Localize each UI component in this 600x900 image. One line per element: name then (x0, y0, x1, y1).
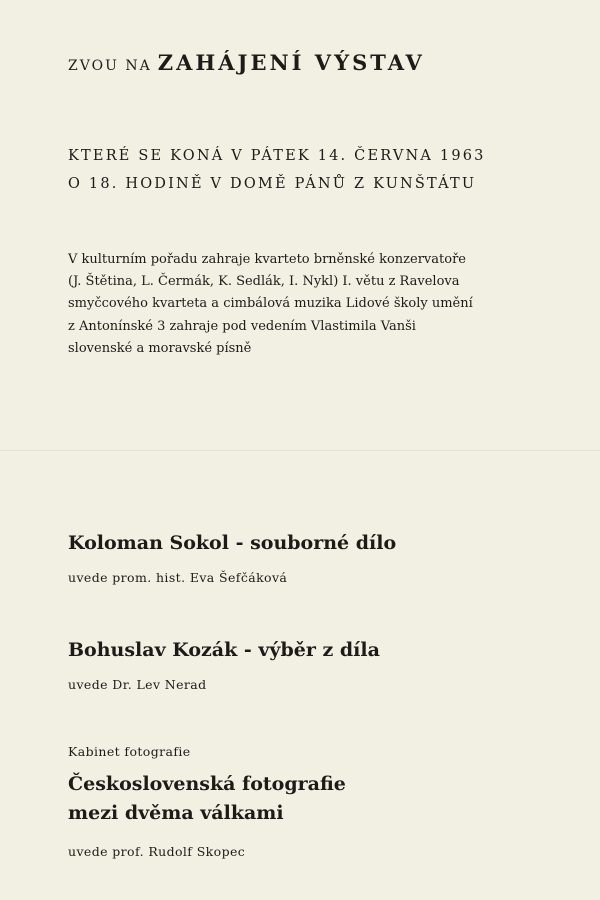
exhibition-title: Československá fotografie (68, 773, 346, 795)
exhibition-presenter: uvede prom. hist. Eva Šefčáková (68, 570, 288, 585)
program-line: z Antonínské 3 zahraje pod vedením Vlastimila Vanši (68, 318, 416, 334)
exhibition-presenter: uvede Dr. Lev Nerad (68, 677, 207, 692)
event-date-line: KTERÉ SE KONÁ V PÁTEK 14. ČERVNA 1963 (68, 148, 486, 164)
program-line: slovenské a moravské písně (68, 340, 252, 356)
exhibition-title: Bohuslav Kozák - výběr z díla (68, 639, 380, 661)
program-paragraph (68, 249, 568, 360)
heading-prefix: ZVOU NA (68, 58, 152, 74)
event-place-line: O 18. HODINĚ V DOMĚ PÁNŮ Z KUNŠTÁTU (68, 176, 477, 192)
exhibition-title: Koloman Sokol - souborné dílo (68, 532, 397, 554)
program-line: smyčcového kvarteta a cimbálová muzika Lidové školy umění (68, 296, 473, 312)
paper-fold (0, 450, 600, 451)
invitation-heading (68, 50, 425, 75)
program-line: V kulturním pořadu zahraje kvarteto brněnské konzervatoře (68, 252, 466, 267)
exhibition-title: mezi dvěma válkami (68, 802, 284, 824)
exhibition-presenter: uvede prof. Rudolf Skopec (68, 844, 246, 859)
exhibition-section: Kabinet fotografie (68, 744, 191, 759)
heading-title: ZAHÁJENÍ VÝSTAV (157, 50, 425, 75)
program-line: (J. Štětina, L. Čermák, K. Sedlák, I. Nykl) I. větu z Ravelova (68, 274, 460, 290)
